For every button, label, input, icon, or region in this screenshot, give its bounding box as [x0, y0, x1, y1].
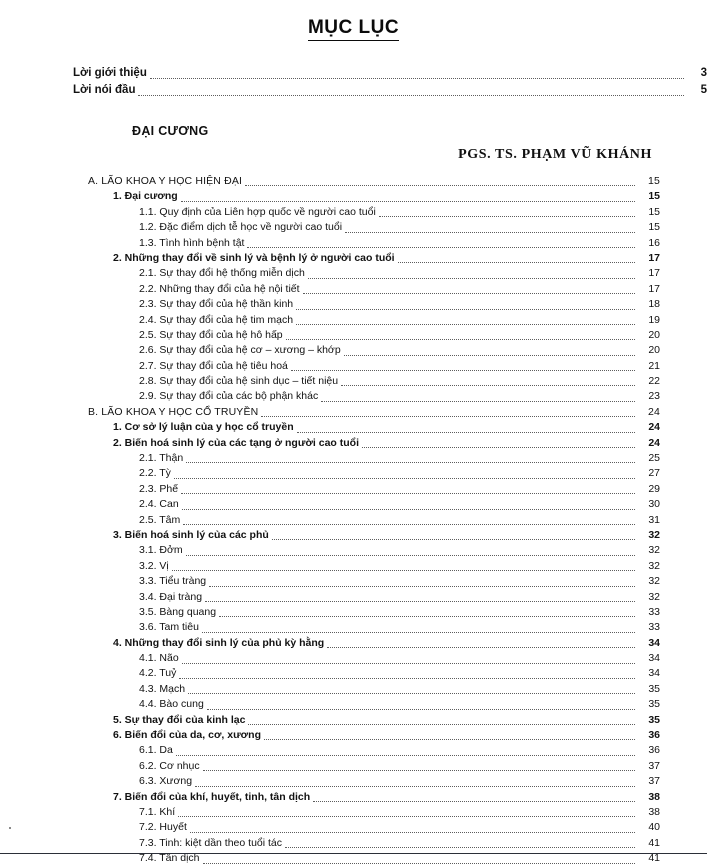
toc-entry-page-number: 17 [648, 267, 660, 280]
toc-entry-label: 2.6. Sự thay đổi của hệ cơ – xương – khớp [139, 344, 341, 357]
toc-entry-label: 1. Đại cương [113, 190, 178, 203]
toc-entry[interactable] [0, 697, 660, 712]
toc-entry[interactable] [0, 559, 660, 574]
toc-entry-label: 2.2. Những thay đổi của hệ nội tiết [139, 282, 300, 295]
toc-entry-page-number: 15 [648, 205, 660, 218]
toc-entry-page-number: 5 [700, 84, 707, 96]
toc-entry-label: 3.4. Đại tràng [139, 590, 203, 603]
toc-entry-label: 2.5. Tâm [139, 513, 181, 526]
dot-leader [150, 71, 684, 82]
toc-entry-page-number: 31 [648, 513, 660, 526]
toc-entry[interactable] [0, 482, 660, 497]
toc-entry[interactable] [0, 805, 660, 820]
dot-leader [296, 302, 635, 313]
page-title-text: MỤC LỤC [308, 17, 399, 41]
toc-entry-page-number: 32 [648, 544, 660, 557]
page-title [0, 0, 707, 41]
toc-entry[interactable] [0, 543, 660, 558]
toc-entry[interactable] [0, 313, 660, 328]
toc-entry-label: 3.3. Tiểu tràng [139, 575, 207, 588]
toc-entry-label: 3.2. Vị [139, 559, 169, 572]
toc-entry[interactable] [0, 266, 660, 281]
toc-entry[interactable] [0, 420, 660, 435]
toc-entry[interactable] [0, 343, 660, 358]
dot-leader [186, 548, 635, 559]
toc-entry-page-number: 34 [648, 652, 660, 665]
toc-entry-label: 1.2. Đặc điểm dịch tễ học về người cao tuổi [139, 221, 343, 234]
toc-entry[interactable] [0, 713, 660, 728]
front-matter-list [0, 65, 707, 99]
dot-leader [344, 348, 635, 359]
dot-leader [248, 717, 635, 728]
dot-leader [178, 809, 635, 820]
toc-entry-label: 4.2. Tuỷ [139, 667, 177, 680]
toc-entry-page-number: 32 [648, 590, 660, 603]
toc-entry-page-number: 16 [648, 236, 660, 249]
toc-entry-label: 2. Những thay đổi về sinh lý và bệnh lý ở người cao tuổi [113, 251, 395, 264]
toc-entry-label: 4.1. Não [139, 652, 179, 665]
toc-entry-page-number: 24 [648, 421, 660, 434]
toc-entry[interactable] [0, 328, 660, 343]
toc-entry-page-number: 3 [700, 67, 707, 79]
toc-entry[interactable] [0, 374, 660, 389]
toc-entry-label: B. LÃO KHOA Y HỌC CỔ TRUYỀN [88, 405, 259, 418]
dot-leader [176, 748, 635, 759]
toc-entry-page-number: 17 [648, 282, 660, 295]
toc-entry[interactable] [0, 389, 660, 404]
dot-leader [181, 486, 635, 497]
dot-leader [219, 609, 635, 620]
toc-entry-label: 2.1. Sự thay đổi hệ thống miễn dịch [139, 267, 305, 280]
dot-leader [303, 286, 635, 297]
toc-entry-page-number: 34 [648, 667, 660, 680]
toc-entry-label: 1.1. Quy định của Liên hợp quốc về người cao tuổi [139, 205, 376, 218]
dot-leader [345, 225, 635, 236]
toc-entry[interactable] [0, 236, 660, 251]
toc-entry-page-number: 38 [648, 806, 660, 818]
toc-entry[interactable] [0, 836, 660, 851]
toc-entry-page-number: 29 [648, 482, 660, 495]
toc-entry[interactable] [0, 574, 660, 589]
toc-entry[interactable] [0, 820, 660, 835]
toc-entry[interactable] [0, 359, 660, 374]
toc-entry-page-number: 15 [648, 190, 660, 203]
toc-entry[interactable] [0, 636, 660, 651]
toc-entry-page-number: 32 [648, 575, 660, 588]
toc-entry-page-number: 35 [648, 682, 660, 695]
toc-entry[interactable] [0, 513, 660, 528]
toc-entry-label: 2. Biến hoá sinh lý của các tạng ở người cao tuổi [113, 436, 359, 449]
dot-leader [245, 178, 635, 189]
toc-entry-page-number: 25 [648, 452, 660, 465]
toc-entry-page-number: 35 [648, 698, 660, 711]
dot-leader [207, 702, 635, 713]
dot-leader [261, 409, 635, 420]
dot-leader [398, 255, 635, 266]
toc-entry[interactable] [0, 743, 660, 758]
toc-entry-page-number: 20 [648, 344, 660, 357]
toc-entry-label: 2.4. Sự thay đổi của hệ tim mạch [139, 313, 294, 326]
toc-entry-label: 4. Những thay đổi sinh lý của phủ kỳ hằng [113, 636, 325, 649]
toc-entry-label: 6. Biến đổi của da, cơ, xương [113, 729, 261, 742]
dot-leader [205, 594, 635, 605]
toc-entry[interactable] [0, 682, 660, 697]
toc-entry-label: 3.1. Đởm [139, 544, 183, 557]
toc-entry-page-number: 40 [648, 821, 660, 834]
dot-leader [286, 332, 635, 343]
toc-entry-label: 6.3. Xương [139, 775, 193, 788]
toc-entry[interactable] [0, 620, 660, 635]
toc-entry-label: Lời giới thiệu [73, 67, 147, 79]
toc-entry-label: 7.2. Huyết [139, 821, 187, 834]
toc-entry[interactable] [0, 667, 660, 682]
dot-leader [313, 794, 635, 805]
scan-bottom-edge-line [0, 853, 707, 854]
toc-entry-page-number: 22 [648, 375, 660, 388]
dot-leader [138, 88, 684, 99]
toc-entry-page-number: 41 [648, 852, 660, 865]
toc-entry-label: 3.5. Bàng quang [139, 605, 217, 618]
toc-entry-label: 2.8. Sự thay đổi của hệ sinh dục – tiết niệu [139, 375, 339, 388]
front-matter-entry[interactable] [0, 82, 707, 99]
dot-leader [362, 440, 635, 451]
toc-entry-page-number: 38 [648, 790, 660, 803]
toc-entry[interactable] [0, 436, 660, 451]
dot-leader [172, 563, 635, 574]
toc-entry[interactable] [0, 405, 660, 420]
toc-entry[interactable] [0, 189, 660, 204]
dot-leader [308, 271, 635, 282]
dot-leader [202, 625, 635, 636]
toc-entry-page-number: 37 [648, 775, 660, 788]
toc-entry-label: 3.6. Tam tiêu [139, 621, 199, 634]
toc-entry-label: 2.9. Sự thay đổi của các bộ phận khác [139, 390, 319, 403]
toc-entry[interactable] [0, 297, 660, 312]
dot-leader [203, 856, 635, 867]
dot-leader [341, 378, 635, 389]
toc-entry[interactable] [0, 174, 660, 189]
toc-entry[interactable] [0, 251, 660, 266]
toc-entry-page-number: 34 [648, 636, 660, 649]
toc-entry[interactable] [0, 497, 660, 512]
dot-leader [181, 194, 635, 205]
toc-entry-page-number: 23 [648, 390, 660, 403]
dot-leader [203, 763, 635, 774]
toc-entry-label: A. LÃO KHOA Y HỌC HIỆN ĐẠI [88, 174, 243, 187]
toc-entry-page-number: 32 [648, 559, 660, 572]
toc-entry-page-number: 33 [648, 605, 660, 618]
toc-entry-label: 1.3. Tình hình bệnh tật [139, 236, 245, 249]
toc-entry-label: 1. Cơ sở lý luận của y học cổ truyền [113, 421, 294, 434]
toc-entry-label: 7.4. Tân dịch [139, 852, 200, 865]
dot-leader [296, 317, 635, 328]
toc-entry-label: 4.3. Mạch [139, 682, 186, 695]
toc-entry-page-number: 15 [648, 174, 660, 187]
toc-entry[interactable] [0, 282, 660, 297]
toc-entry-page-number: 32 [648, 528, 660, 541]
toc-entry-page-number: 36 [648, 744, 660, 757]
front-matter-entry[interactable] [0, 65, 707, 82]
toc-entry[interactable] [0, 790, 660, 805]
toc-entry-page-number: 27 [648, 467, 660, 480]
dot-leader [174, 471, 635, 482]
dot-leader [186, 455, 635, 466]
dot-leader [182, 502, 635, 513]
toc-entry-label: 5. Sự thay đổi của kinh lạc [113, 713, 246, 726]
dot-leader [195, 779, 635, 790]
toc-entry[interactable] [0, 451, 660, 466]
toc-entry-page-number: 19 [648, 313, 660, 326]
dot-leader [321, 394, 635, 405]
dot-leader [297, 425, 635, 436]
toc-entry[interactable] [0, 466, 660, 481]
toc-entry[interactable] [0, 651, 660, 666]
toc-entry-label: 2.4. Can [139, 498, 179, 511]
toc-entry-page-number: 35 [648, 713, 660, 726]
toc-entry-label: 2.7. Sự thay đổi của hệ tiêu hoá [139, 359, 288, 372]
toc-entry-label: 2.2. Tỳ [139, 467, 171, 480]
toc-entry-page-number: 21 [648, 359, 660, 372]
toc-entry-label: 7.3. Tinh: kiệt dần theo tuổi tác [139, 836, 283, 849]
dot-leader [379, 209, 635, 220]
toc-entry-page-number: 37 [648, 759, 660, 772]
toc-entry[interactable] [0, 759, 660, 774]
toc-entry-page-number: 41 [648, 836, 660, 849]
toc-entry-label: 3. Biến hoá sinh lý của các phủ [113, 528, 269, 541]
author-name: PGS. TS. PHẠM VŨ KHÁNH [458, 147, 652, 162]
dot-leader [247, 240, 635, 251]
spacer [0, 163, 707, 166]
toc-entry-page-number: 15 [648, 221, 660, 234]
toc-entry-page-number: 24 [648, 405, 660, 418]
toc-entry-label: 7. Biến đổi của khí, huyết, tinh, tân dịch [113, 790, 311, 803]
dot-leader [264, 732, 635, 743]
toc-entry-label: 2.3. Phế [139, 482, 179, 495]
toc-entry-page-number: 18 [648, 298, 660, 311]
dot-leader [188, 686, 635, 697]
dot-leader [183, 517, 635, 528]
dot-leader [179, 671, 635, 682]
toc-entry-page-number: 24 [648, 436, 660, 449]
dot-leader [182, 656, 635, 667]
toc-entry-label: Lời nói đầu [73, 84, 136, 96]
toc-entry-label: 6.2. Cơ nhục [139, 759, 200, 772]
toc-entry-page-number: 30 [648, 498, 660, 511]
toc-list [0, 174, 707, 867]
part-label: ĐẠI CƯƠNG [132, 124, 209, 138]
toc-entry-page-number: 36 [648, 729, 660, 742]
toc-entry-label: 2.5. Sự thay đổi của hệ hô hấp [139, 328, 283, 341]
toc-entry-label: 6.1. Da [139, 744, 173, 757]
dot-leader [285, 840, 635, 851]
dot-leader [291, 363, 635, 374]
toc-entry-page-number: 17 [648, 251, 660, 264]
toc-entry-label: 4.4. Bào cung [139, 698, 204, 711]
toc-entry[interactable] [0, 590, 660, 605]
toc-entry-page-number: 20 [648, 328, 660, 341]
dot-leader [327, 640, 635, 651]
toc-entry-label: 2.3. Sự thay đổi của hệ thần kinh [139, 298, 294, 311]
toc-entry-label: 2.1. Thận [139, 452, 184, 465]
toc-entry[interactable] [0, 528, 660, 543]
toc-entry[interactable] [0, 220, 660, 235]
toc-entry[interactable] [0, 728, 660, 743]
dot-leader [190, 825, 635, 836]
toc-entry[interactable] [0, 774, 660, 789]
toc-entry-label: 7.1. Khí [139, 806, 176, 818]
toc-entry[interactable] [0, 605, 660, 620]
toc-entry[interactable] [0, 205, 660, 220]
dot-leader [272, 532, 635, 543]
scan-speck [9, 827, 11, 829]
dot-leader [209, 579, 635, 590]
toc-entry-page-number: 33 [648, 621, 660, 634]
